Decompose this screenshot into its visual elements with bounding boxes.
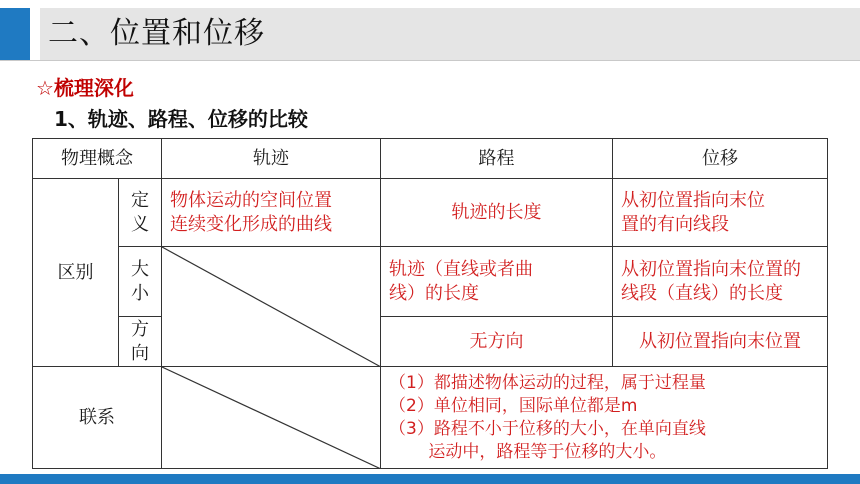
header-distance: 路程 bbox=[381, 139, 613, 179]
title-divider bbox=[0, 60, 860, 61]
diagonal-strike-line bbox=[162, 247, 381, 367]
section-heading: ☆梳理深化 bbox=[36, 76, 134, 100]
relation-line-3: （3）路程不小于位移的大小，在单向直线 bbox=[389, 418, 706, 439]
row-label-definition: 定 义 bbox=[119, 179, 162, 247]
comparison-table bbox=[32, 138, 828, 469]
row-label-direction: 方 向 bbox=[119, 317, 162, 367]
magnitude-distance: 轨迹（直线或者曲 线）的长度 bbox=[381, 247, 613, 317]
diagonal-strike-line-relation bbox=[162, 367, 381, 469]
relation-line-2: （2）单位相同，国际单位都是m bbox=[389, 395, 638, 416]
header-trajectory: 轨迹 bbox=[162, 139, 381, 179]
direction-displacement: 从初位置指向末位置 bbox=[613, 317, 828, 367]
bottom-accent-bar bbox=[0, 474, 860, 484]
magnitude-displacement: 从初位置指向末位置的 线段（直线）的长度 bbox=[613, 247, 828, 317]
relation-label: 联系 bbox=[33, 367, 162, 469]
definition-trajectory: 物体运动的空间位置 连续变化形成的曲线 bbox=[162, 179, 381, 247]
definition-displacement: 从初位置指向末位 置的有向线段 bbox=[613, 179, 828, 247]
blank-diagonal-cell bbox=[162, 247, 381, 367]
table-row-direction bbox=[33, 317, 828, 367]
title-accent-block bbox=[0, 8, 30, 60]
header-concept: 物理概念 bbox=[33, 139, 162, 179]
blank-diagonal-cell-relation bbox=[162, 367, 381, 469]
table-row-magnitude bbox=[33, 247, 828, 317]
definition-distance: 轨迹的长度 bbox=[381, 179, 613, 247]
header-displacement: 位移 bbox=[613, 139, 828, 179]
relation-line-1: （1）都描述物体运动的过程，属于过程量 bbox=[389, 372, 706, 393]
row-label-magnitude: 大 小 bbox=[119, 247, 162, 317]
table-row-definition bbox=[33, 179, 828, 247]
direction-distance: 无方向 bbox=[381, 317, 613, 367]
subsection-heading: 1、轨迹、路程、位移的比较 bbox=[54, 107, 308, 131]
table-header-row bbox=[33, 139, 828, 179]
table-row-relation bbox=[33, 367, 828, 469]
relation-text bbox=[381, 367, 828, 469]
page-title: 二、位置和位移 bbox=[48, 16, 265, 51]
relation-line-4: 运动中，路程等于位移的大小。 bbox=[389, 441, 667, 462]
group-label-difference: 区别 bbox=[33, 179, 119, 367]
